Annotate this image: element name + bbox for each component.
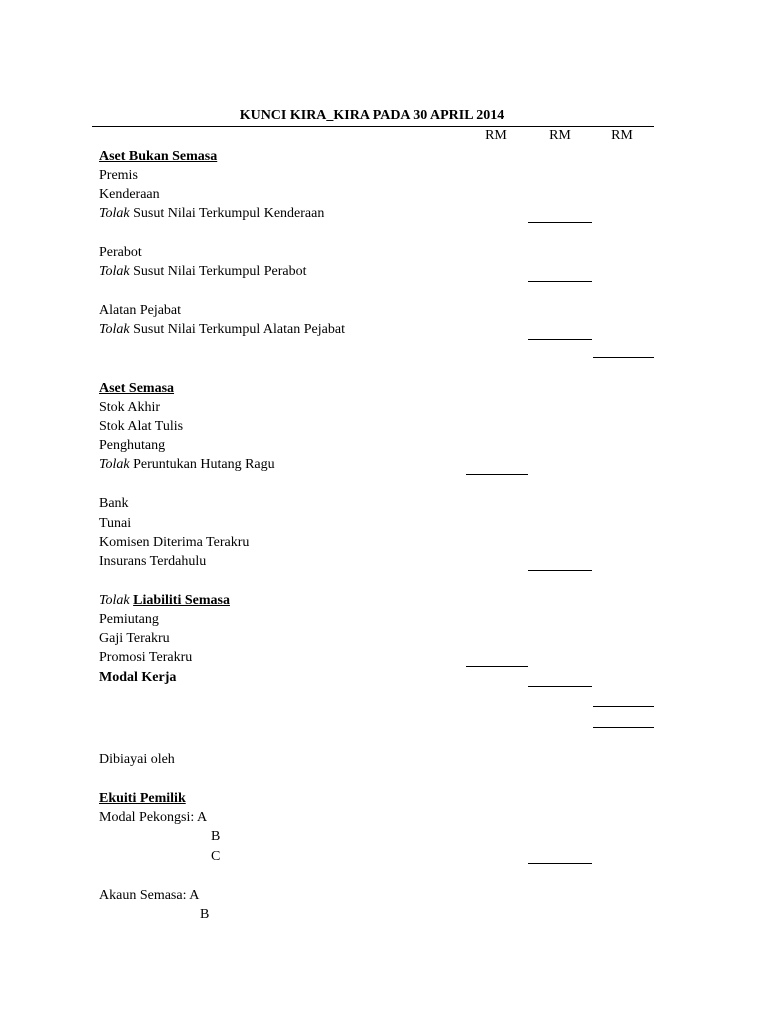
line-promosi-terakru: Promosi Terakru xyxy=(99,650,193,665)
tolak-label: Tolak xyxy=(99,206,130,221)
subtotal-rule xyxy=(528,570,592,571)
line-tunai: Tunai xyxy=(99,516,132,531)
tolak-label: Tolak xyxy=(99,322,130,337)
subtotal-rule xyxy=(528,222,592,223)
subtotal-rule xyxy=(528,281,592,282)
line-modal-pekongsi-a: Modal Pekongsi: A xyxy=(99,810,208,825)
line-text: Susut Nilai Terkumpul Perabot xyxy=(133,264,307,279)
subtotal-rule xyxy=(466,666,528,667)
heading-ekuiti-pemilik: Ekuiti Pemilik xyxy=(99,791,186,806)
heading-text: Liabiliti Semasa xyxy=(133,593,230,608)
line-bank: Bank xyxy=(99,496,129,511)
line-gaji-terakru: Gaji Terakru xyxy=(99,631,170,646)
line-komisen-diterima: Komisen Diterima Terakru xyxy=(99,535,250,550)
line-tolak-susut-perabot xyxy=(99,262,306,281)
line-dibiayai-oleh: Dibiayai oleh xyxy=(99,752,175,767)
line-penghutang: Penghutang xyxy=(99,438,166,453)
line-text: Susut Nilai Terkumpul Alatan Pejabat xyxy=(133,322,345,337)
line-stok-akhir: Stok Akhir xyxy=(99,400,161,415)
line-modal-pekongsi-b: B xyxy=(211,829,221,844)
line-stok-alat-tulis: Stok Alat Tulis xyxy=(99,419,184,434)
heading-liabiliti-semasa xyxy=(99,591,230,610)
document-title: KUNCI KIRA_KIRA PADA 30 APRIL 2014 xyxy=(239,108,505,123)
line-text: Peruntukan Hutang Ragu xyxy=(133,457,275,472)
line-text: Susut Nilai Terkumpul Kenderaan xyxy=(133,206,325,221)
tolak-label: Tolak xyxy=(99,593,130,608)
line-alatan-pejabat: Alatan Pejabat xyxy=(99,303,182,318)
total-rule xyxy=(593,727,654,728)
line-premis: Premis xyxy=(99,168,138,183)
tolak-label: Tolak xyxy=(99,264,130,279)
subtotal-rule xyxy=(528,686,592,687)
heading-aset-semasa: Aset Semasa xyxy=(99,381,175,396)
line-akaun-semasa-a: Akaun Semasa: A xyxy=(99,888,200,903)
line-modal-pekongsi-c: C xyxy=(211,849,221,864)
line-akaun-semasa-b: B xyxy=(200,907,210,922)
total-rule xyxy=(593,357,654,358)
subtotal-rule xyxy=(528,339,592,340)
line-perabot: Perabot xyxy=(99,245,142,260)
column-header-rm-2: RM xyxy=(549,128,571,143)
total-rule xyxy=(593,706,654,707)
subtotal-rule xyxy=(466,474,528,475)
title-rule xyxy=(92,126,654,127)
line-insurans-terdahulu: Insurans Terdahulu xyxy=(99,554,207,569)
column-header-rm-1: RM xyxy=(485,128,507,143)
line-tolak-susut-kenderaan xyxy=(99,204,324,223)
line-kenderaan: Kenderaan xyxy=(99,187,160,202)
column-header-rm-3: RM xyxy=(611,128,633,143)
subtotal-rule xyxy=(528,863,592,864)
tolak-label: Tolak xyxy=(99,457,130,472)
line-tolak-hutang-ragu xyxy=(99,455,275,474)
line-modal-kerja: Modal Kerja xyxy=(99,670,177,685)
line-tolak-susut-alatan xyxy=(99,320,345,339)
line-pemiutang: Pemiutang xyxy=(99,612,159,627)
heading-aset-bukan-semasa: Aset Bukan Semasa xyxy=(99,149,218,164)
